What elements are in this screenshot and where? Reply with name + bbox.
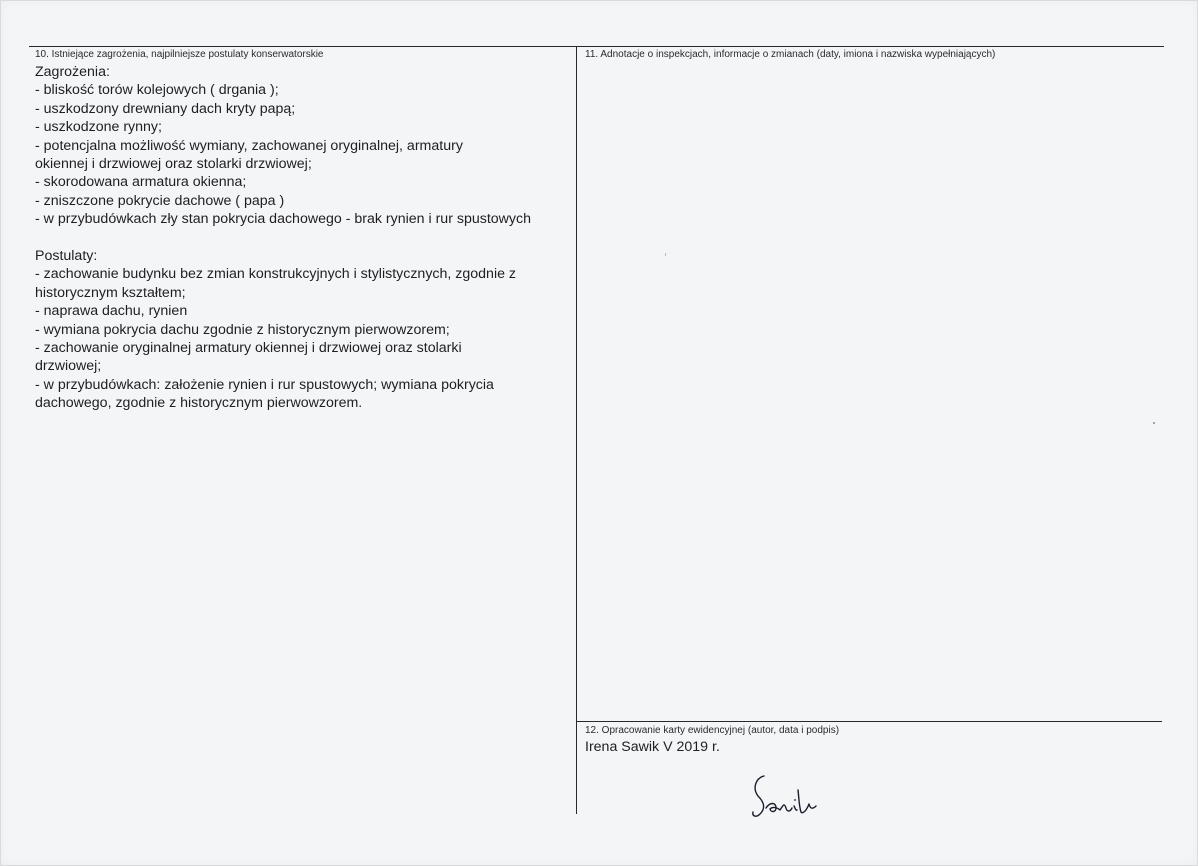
postulate-item: - zachowanie oryginalnej armatury okiennej i drzwiowej oraz stolarki drzwiowej; bbox=[35, 340, 462, 375]
threat-item: - uszkodzone rynny; bbox=[35, 119, 162, 136]
postulate-item: - zachowanie budynku bez zmian konstrukcyjnych i stylistycznych, zgodnie z historycznym kształtem; bbox=[35, 266, 517, 301]
postulate-item: - wymiana pokrycia dachu zgodnie z historycznym pierwowzorem; bbox=[35, 321, 450, 338]
postulate-item: - naprawa dachu, rynien bbox=[35, 303, 188, 320]
threat-item: - w przybudówkach zły stan pokrycia dachowego - brak rynien i rur spustowych bbox=[35, 211, 531, 228]
postulate-item: - w przybudówkach: założenie rynien i rur spustowych; wymiana pokrycia dachowego, zgodnie z historycznym pierwowzorem. bbox=[35, 376, 494, 412]
scan-speck bbox=[1153, 422, 1155, 424]
scan-speck bbox=[665, 253, 666, 256]
section12-rule bbox=[577, 721, 1162, 722]
column-divider bbox=[576, 46, 577, 814]
threat-item: - uszkodzony drewniany dach kryty papą; bbox=[35, 100, 296, 117]
threat-item: - bliskość torów kolejowych ( drgania ); bbox=[35, 82, 279, 99]
threat-item: - potencjalna możliwość wymiany, zachowanej oryginalnej, armatury okiennej i drzwiowej oraz stolarki drzwiowej; bbox=[35, 137, 463, 173]
signature-image bbox=[740, 768, 830, 828]
section10-content bbox=[35, 63, 573, 413]
postulates-heading: Postulaty: bbox=[35, 248, 98, 265]
section11-label: 11. Adnotacje o inspekcjach, informacje o zmianach (daty, imiona i nazwiska wypełniających) bbox=[585, 49, 996, 60]
threats-heading: Zagrożenia: bbox=[35, 64, 110, 80]
section10-label: 10. Istniejące zagrożenia, najpilniejsze postulaty konserwatorskie bbox=[35, 49, 324, 60]
threat-item: - skorodowana armatura okienna; bbox=[35, 174, 247, 191]
author-line: Irena Sawik V 2019 r. bbox=[585, 739, 720, 755]
paragraph-gap bbox=[35, 229, 573, 247]
top-rule bbox=[29, 46, 1164, 47]
threat-item: - zniszczone pokrycie dachowe ( papa ) bbox=[35, 192, 285, 209]
section12-label: 12. Opracowanie karty ewidencyjnej (autor, data i podpis) bbox=[585, 725, 840, 736]
